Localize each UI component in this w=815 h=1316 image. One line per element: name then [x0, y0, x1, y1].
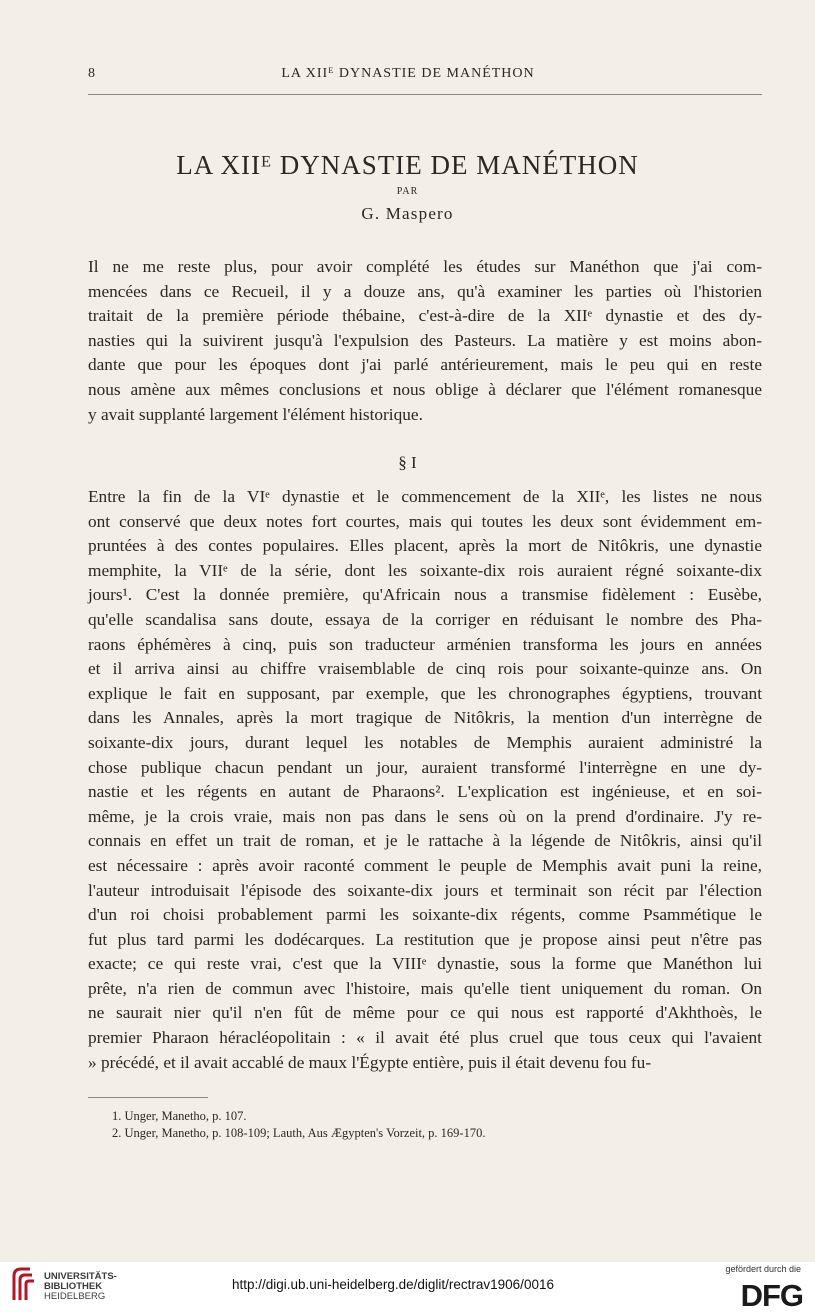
text-line: nasties qui la suivirent jusqu'à l'expulsion des Pasteurs. La matière y est moins abon- [88, 330, 762, 350]
footnote-rule [88, 1097, 208, 1098]
footnotes [112, 1108, 752, 1142]
text-line: raons éphémères à cinq, puis son traducteur arménien transforma les jours en années [88, 634, 762, 654]
dfg-logo: DFG [740, 1278, 803, 1313]
text-line: dans les Annales, après la mort tragique de Nitôkris, la mention d'un interrègne de [88, 708, 762, 728]
text-line: d'un roi choisi probablement parmi les soixante-dix régents, comme Psammétique le [88, 905, 762, 925]
text-line: traitait de la première période thébaine, c'est-à-dire de la XIIᵉ dynastie et des dy- [88, 306, 762, 326]
university-library-name [44, 1272, 117, 1302]
par-label: PAR [396, 186, 419, 197]
text-line: explique le fait en supposant, par exemple, que les chronographes égyptiens, trouvant [88, 683, 762, 703]
body-paragraph [88, 485, 762, 1075]
text-line: y avait supplanté largement l'élément historique. [88, 404, 423, 424]
page-number: 8 [88, 66, 96, 81]
text-line: est nécessaire : après avoir raconté comment le peuple de Memphis avait puni la reine, [88, 855, 762, 875]
logo-line-2: BIBLIOTHEK [44, 1281, 103, 1292]
text-line: même, je la crois vraie, mais non pas dans le sens où on la prend d'ordinaire. J'y re- [88, 806, 762, 826]
text-line: Entre la fin de la VIᵉ dynastie et le commencement de la XIIᵉ, les listes ne nous [88, 487, 762, 506]
footnote: 2. Unger, Manetho, p. 108-109; Lauth, Aus Ægypten's Vorzeit, p. 169-170. [112, 1126, 486, 1140]
logo-line-3: HEIDELBERG [44, 1291, 106, 1302]
text-line: mencées dans ce Recueil, il y a douze ans, qu'à examiner les parties où l'historien [88, 281, 762, 301]
text-line: memphite, la VIIᵉ de la série, dont les soixante-dix rois auraient régné soixante-dix [88, 560, 762, 580]
text-line: Il ne me reste plus, pour avoir complété les études sur Manéthon que j'ai com- [88, 257, 762, 276]
text-line: premier Pharaon héracléopolitain : « il avait été plus cruel que tous ceux qui l'avaient [88, 1028, 762, 1048]
text-line: » précédé, et il avait accablé de maux l'Égypte entière, puis il était devenu fou fu- [88, 1052, 652, 1072]
funded-by-label: gefördert durch die [725, 1264, 801, 1274]
text-line: pruntées à des contes populaires. Elles placent, après la mort de Nitôkris, une dynastie [88, 536, 762, 556]
text-line: nastie et les régents en autant de Pharaons². L'explication est ingénieuse, et en soi- [88, 782, 762, 802]
intro-paragraph [88, 255, 762, 427]
text-line: ne saurait nier qu'il n'en fût de même pour ce qui nous est rapporté d'Akhthoès, le [88, 1003, 762, 1023]
article-title: LA XIIᴱ DYNASTIE DE MANÉTHON [176, 150, 639, 180]
text-line: prête, n'a rien de commun avec l'histoire, mais qu'elle tient uniquement du roman. On [88, 978, 762, 998]
footnote: 1. Unger, Manetho, p. 107. [112, 1109, 247, 1123]
text-line: qu'elle scandalisa sans doute, essaya de la corriger en réduisant le nombre des Pha- [88, 609, 762, 629]
text-line: nous amène aux mêmes conclusions et nous oblige à déclarer que l'élément romanesque [88, 379, 762, 399]
text-line: dante que pour les époques dont j'ai parlé antérieurement, mais le peu qui en reste [88, 355, 762, 375]
text-line: ont conservé que deux notes fort courtes, mais qui toutes les deux sont évidemment em- [88, 511, 762, 531]
university-library-logo-icon [10, 1266, 36, 1302]
text-line: jours¹. C'est la donnée première, qu'Africain nous a transmise fidèlement : Eusèbe, [88, 585, 762, 605]
running-title: LA XIIᴱ DYNASTIE DE MANÉTHON [281, 66, 535, 81]
section-heading: § I [398, 453, 417, 472]
text-line: connais en effet un trait de roman, et je le rattache à la légende de Nitôkris, ainsi qu'il [88, 831, 762, 851]
text-line: chose publique chacun pendant un jour, auraient transformé l'interrègne en une dy- [88, 757, 762, 777]
header-rule [88, 94, 762, 95]
author-name: G. Maspero [361, 204, 454, 223]
text-line: l'auteur introduisait l'épisode des soixante-dix jours et terminait son récit par l'élection [88, 880, 762, 900]
text-line: exacte; ce qui reste vrai, c'est que la VIIIᵉ dynastie, sous la forme que Manéthon lui [88, 954, 762, 974]
source-url-link[interactable]: http://digi.ub.uni-heidelberg.de/diglit/rectrav1906/0016 [232, 1277, 554, 1292]
text-line: fut plus tard parmi les dodécarques. La restitution que je propose ainsi peut n'être pas [88, 929, 762, 949]
logo-line-1: UNIVERSITÄTS- [44, 1271, 117, 1282]
text-line: et il arriva ainsi au chiffre vraisemblable de cinq rois pour soixante-quinze ans. On [88, 659, 762, 679]
text-line: soixante-dix jours, durant lequel les notables de Memphis auraient administré la [88, 732, 762, 752]
